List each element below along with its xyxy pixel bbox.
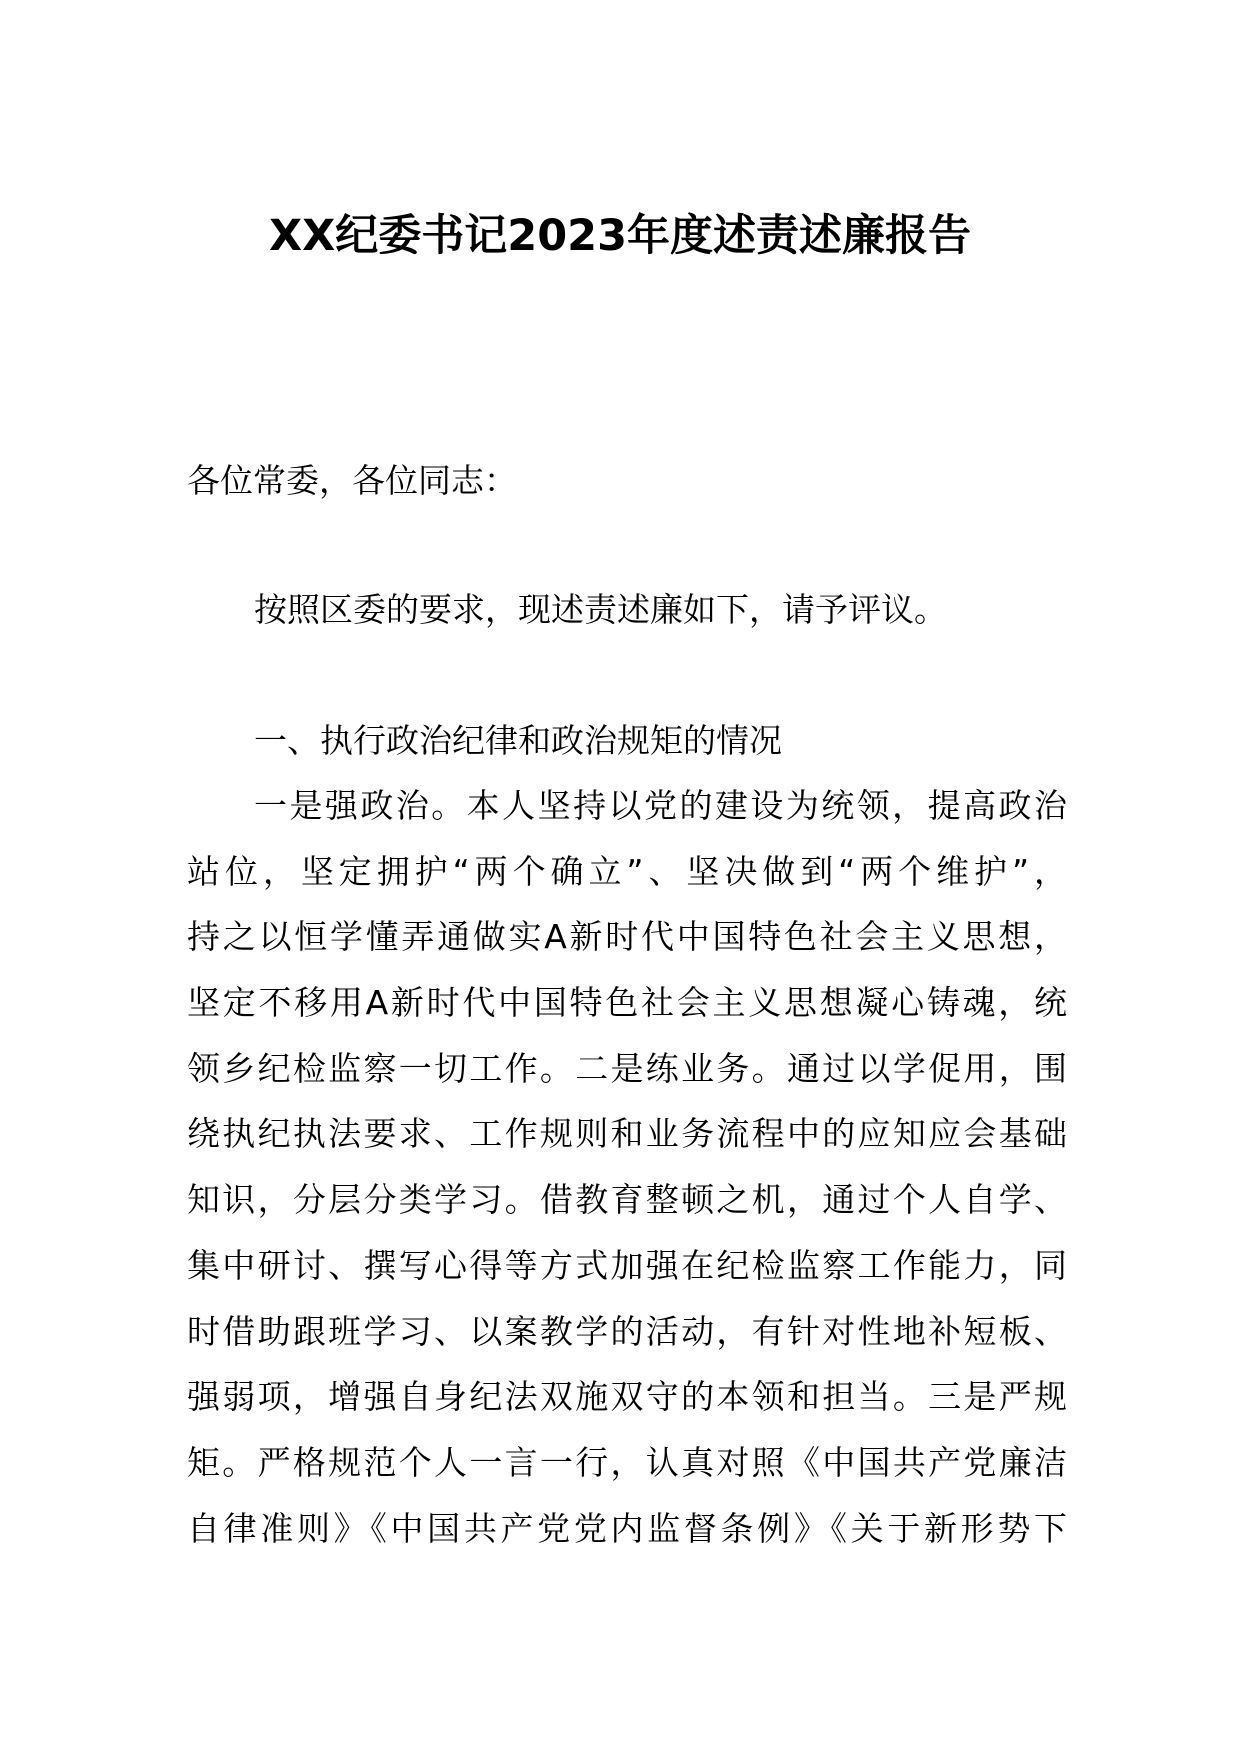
body-line: 站位，坚定拥护“两个确立”、坚决做到“两个维护”， (187, 851, 1067, 891)
salutation: 各位常委，各位同志： (187, 461, 517, 500)
section-body (187, 783, 1067, 1571)
body-line: 绕执纪执法要求、工作规则和业务流程中的应知应会基础 (187, 1114, 1067, 1154)
body-line: 集中研讨、撰写心得等方式加强在纪检监察工作能力，同 (187, 1245, 1067, 1285)
body-line: 强弱项，增强自身纪法双施双守的本领和担当。三是严规 (187, 1377, 1067, 1417)
body-line: 持之以恒学懂弄通做实A新时代中国特色社会主义思想， (187, 917, 1067, 957)
body-line: 知识，分层分类学习。借教育整顿之机，通过个人自学、 (187, 1180, 1067, 1220)
body-line: 一是强政治。本人坚持以党的建设为统领，提高政治 (254, 786, 1067, 825)
intro-paragraph: 按照区委的要求，现述责述廉如下，请予评议。 (254, 590, 947, 629)
body-line: 时借助跟班学习、以案教学的活动，有针对性地补短板、 (187, 1311, 1067, 1351)
body-line: 领乡纪检监察一切工作。二是练业务。通过以学促用，围 (187, 1048, 1067, 1088)
section-heading: 一、执行政治纪律和政治规矩的情况 (254, 721, 782, 760)
body-line: 矩。严格规范个人一言一行，认真对照《中国共产党廉洁 (187, 1442, 1067, 1482)
body-line: 坚定不移用A新时代中国特色社会主义思想凝心铸魂，统 (187, 983, 1067, 1023)
body-line: 自律准则》《中国共产党党内监督条例》《关于新形势下 (187, 1508, 1067, 1548)
document-title: XX纪委书记2023年度述责述廉报告 (269, 211, 971, 261)
